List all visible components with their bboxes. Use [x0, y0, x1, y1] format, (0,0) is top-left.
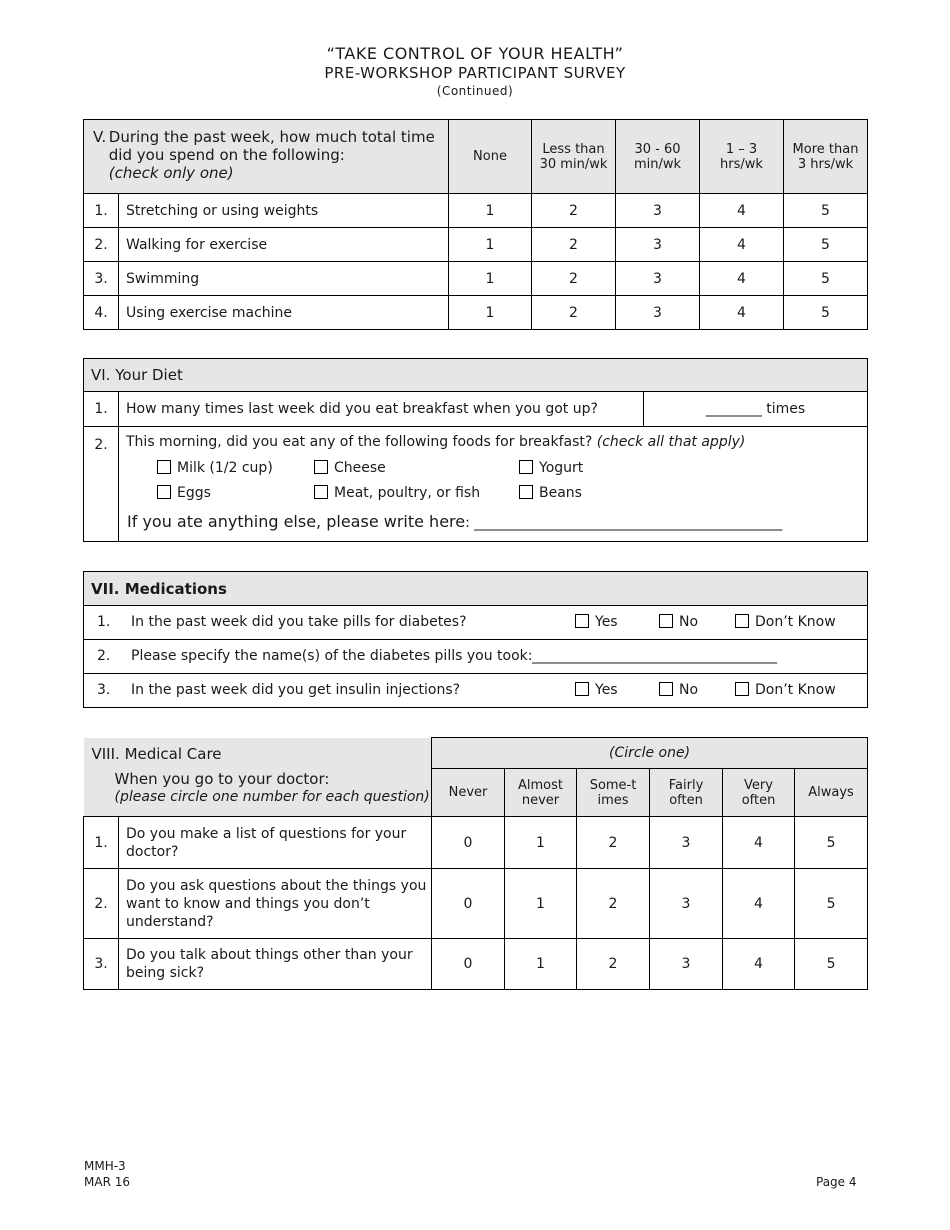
col-30-60: 30 - 60 min/wk	[616, 120, 700, 194]
row-label: Swimming	[119, 262, 449, 296]
table-row	[84, 869, 868, 939]
checkbox-box[interactable]	[519, 485, 533, 499]
option-value[interactable]: 4	[700, 228, 784, 262]
row-number: 2.	[97, 648, 111, 664]
breakfast-question: How many times last week did you eat breakfast when you got up?	[119, 392, 644, 427]
option-value[interactable]: 2	[532, 262, 616, 296]
row-number: 1.	[97, 614, 111, 630]
table-row	[84, 939, 868, 990]
option-value[interactable]: 3	[650, 817, 723, 869]
row-label: Do you talk about things other than your being sick?	[119, 939, 432, 990]
option-value[interactable]: 5	[784, 296, 868, 330]
table-row	[84, 674, 868, 708]
row-number: 1.	[84, 194, 119, 228]
table-row	[84, 640, 868, 674]
circle-one-label: (Circle one)	[432, 738, 868, 769]
option-value[interactable]: 3	[616, 262, 700, 296]
table-row	[84, 262, 868, 296]
table-row	[84, 817, 868, 869]
section-6-title: VI. Your Diet	[84, 359, 868, 392]
option-label: Meat, poultry, or fish	[334, 485, 481, 501]
option-value[interactable]: 2	[577, 939, 650, 990]
col-always: Always	[795, 769, 868, 817]
option-value[interactable]: 5	[784, 262, 868, 296]
option-value[interactable]: 3	[616, 228, 700, 262]
row-number: 1.	[84, 392, 119, 427]
table-row	[84, 296, 868, 330]
checkbox-milk[interactable]	[157, 460, 273, 476]
other-food-field[interactable]: : ____________________________________________	[465, 515, 783, 531]
option-value[interactable]: 1	[449, 262, 532, 296]
option-value[interactable]: 4	[700, 262, 784, 296]
row-number: 3.	[84, 939, 119, 990]
pill-names-question: Please specify the name(s) of the diabetes pills you took:	[131, 648, 533, 664]
option-value[interactable]: 2	[577, 869, 650, 939]
row-label: Walking for exercise	[119, 228, 449, 262]
option-value[interactable]: 4	[700, 296, 784, 330]
survey-subtitle: PRE-WORKSHOP PARTICIPANT SURVEY	[324, 64, 626, 82]
checkbox-box[interactable]	[314, 485, 328, 499]
survey-title: “TAKE CONTROL OF YOUR HEALTH”	[326, 44, 624, 63]
option-label: Yogurt	[539, 460, 584, 476]
q1-dont-know-checkbox[interactable]: Don’t Know	[735, 614, 836, 630]
checkbox-box[interactable]	[314, 460, 328, 474]
option-value[interactable]: 3	[650, 869, 723, 939]
section-5-question: During the past week, how much total time did you spend on the following:	[108, 128, 435, 164]
col-more-3: More than 3 hrs/wk	[784, 120, 868, 194]
option-label: Eggs	[177, 485, 211, 501]
q1-no-checkbox[interactable]: No	[659, 614, 698, 630]
table-row	[84, 392, 868, 427]
table-row	[84, 606, 868, 640]
q3-dont-know-checkbox[interactable]: Don’t Know	[735, 682, 836, 698]
option-value[interactable]: 1	[449, 228, 532, 262]
continued-label: (Continued)	[436, 84, 514, 98]
row-number: 1.	[84, 817, 119, 869]
option-value[interactable]: 3	[616, 296, 700, 330]
row-number: 2.	[84, 228, 119, 262]
section-8-table	[83, 737, 868, 990]
row-number: 4.	[84, 296, 119, 330]
option-label: Cheese	[334, 460, 386, 476]
form-id: MMH-3	[84, 1159, 126, 1173]
section-8-intro: When you go to your doctor:	[114, 769, 330, 788]
q3-no-checkbox[interactable]: No	[659, 682, 698, 698]
section-5-instruction: (check only one)	[108, 164, 234, 182]
table-row	[84, 194, 868, 228]
col-none: None	[449, 120, 532, 194]
option-value[interactable]: 4	[723, 817, 795, 869]
col-1-3: 1 – 3 hrs/wk	[700, 120, 784, 194]
option-value[interactable]: 3	[650, 939, 723, 990]
q1-yes-checkbox[interactable]: Yes	[575, 614, 618, 630]
row-label: Stretching or using weights	[119, 194, 449, 228]
option-value[interactable]: 2	[577, 817, 650, 869]
checkbox-yogurt[interactable]	[519, 460, 583, 476]
option-value[interactable]: 4	[700, 194, 784, 228]
option-value[interactable]: 0	[432, 939, 505, 990]
col-almost-never: Almost never	[505, 769, 577, 817]
checkbox-meat[interactable]	[314, 485, 480, 501]
checkbox-box[interactable]	[519, 460, 533, 474]
col-never: Never	[432, 769, 505, 817]
col-very-often: Very often	[723, 769, 795, 817]
row-number: 2.	[84, 427, 119, 542]
option-value[interactable]: 1	[505, 939, 577, 990]
insulin-question: In the past week did you get insulin injections?	[131, 682, 461, 698]
checkbox-cheese[interactable]	[314, 460, 386, 476]
option-value[interactable]: 4	[723, 869, 795, 939]
option-value[interactable]: 5	[784, 194, 868, 228]
option-value[interactable]: 1	[449, 296, 532, 330]
section-6-table	[83, 358, 868, 542]
option-value[interactable]: 1	[505, 817, 577, 869]
row-number: 3.	[84, 262, 119, 296]
breakfast-times-field[interactable]: ________ times	[644, 392, 868, 427]
foods-instruction: (check all that apply)	[596, 434, 746, 450]
diabetes-pills-question: In the past week did you take pills for diabetes?	[131, 614, 467, 630]
col-fairly-often: Fairly often	[650, 769, 723, 817]
row-number: 2.	[84, 869, 119, 939]
col-sometimes: Some-times	[577, 769, 650, 817]
other-food-label: If you ate anything else, please write here	[127, 512, 466, 531]
checkbox-box[interactable]	[157, 485, 171, 499]
checkbox-box[interactable]	[157, 460, 171, 474]
option-value[interactable]: 2	[532, 228, 616, 262]
section-8-header	[84, 738, 432, 817]
option-label: Beans	[539, 485, 582, 501]
foods-question-cell	[119, 427, 868, 542]
section-5-table	[83, 119, 868, 330]
section-5-label: V.	[93, 128, 107, 146]
page-number: Page 4	[816, 1175, 857, 1189]
row-label: Using exercise machine	[119, 296, 449, 330]
section-5-header	[84, 120, 449, 194]
col-less-30: Less than 30 min/wk	[532, 120, 616, 194]
row-label: Do you ask questions about the things you want to know and things you don’t understand?	[119, 869, 432, 939]
option-value[interactable]: 3	[616, 194, 700, 228]
option-value[interactable]: 1	[505, 869, 577, 939]
option-value[interactable]: 4	[723, 939, 795, 990]
q3-yes-checkbox[interactable]: Yes	[575, 682, 618, 698]
pill-names-field[interactable]: ___________________________________	[532, 648, 777, 664]
option-value[interactable]: 5	[795, 817, 868, 869]
checkbox-eggs[interactable]	[157, 485, 211, 501]
row-label: Do you make a list of questions for your doctor?	[119, 817, 432, 869]
section-8-instruction: (please circle one number for each question)	[114, 788, 430, 805]
option-value[interactable]: 1	[449, 194, 532, 228]
table-row	[84, 228, 868, 262]
option-value[interactable]: 2	[532, 194, 616, 228]
option-label: Milk (1/2 cup)	[177, 460, 273, 476]
option-value[interactable]: 0	[432, 817, 505, 869]
option-value[interactable]: 2	[532, 296, 616, 330]
checkbox-beans[interactable]	[519, 485, 582, 501]
section-7-title: VII. Medications	[84, 572, 868, 606]
foods-question: This morning, did you eat any of the following foods for breakfast?	[126, 434, 593, 450]
section-7-table	[83, 571, 868, 708]
section-8-title: VIII. Medical Care	[91, 744, 222, 763]
row-number: 3.	[97, 682, 111, 698]
option-value[interactable]: 5	[795, 939, 868, 990]
option-value[interactable]: 0	[432, 869, 505, 939]
table-row	[84, 427, 868, 542]
form-date: MAR 16	[84, 1175, 130, 1189]
option-value[interactable]: 5	[784, 228, 868, 262]
option-value[interactable]: 5	[795, 869, 868, 939]
